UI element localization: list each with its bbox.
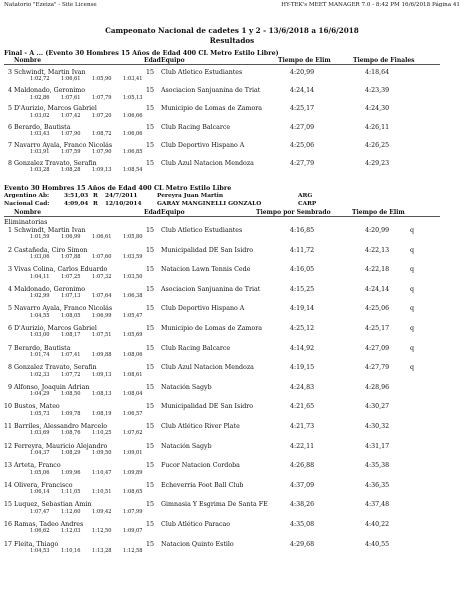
split-time: 1:10,47: [92, 469, 112, 476]
result-row: [0, 521, 464, 537]
result-time: 4:26,11: [365, 123, 390, 131]
swimmer-age: 15: [146, 87, 155, 95]
team-name: Club Atletico Estudiantes: [161, 69, 243, 76]
place-number: 9: [7, 383, 12, 391]
split-time: 1:02,33: [30, 371, 50, 378]
split-time: 1:03,02: [30, 112, 50, 119]
split-time: 1:06,85: [123, 149, 143, 156]
split-time: 1:02,99: [30, 293, 50, 300]
place-number: 13: [4, 462, 13, 470]
swimmer-age: 15: [146, 501, 155, 509]
result-time: 4:20,99: [365, 227, 390, 234]
team-name: Natación Sagyb: [161, 442, 212, 450]
split-time: 1:06,99: [61, 234, 81, 241]
swimmer-name: Berardo, Bautista: [14, 123, 71, 131]
result-row: [0, 124, 464, 140]
team-name: Club Azul Natacion Mendoza: [161, 160, 254, 167]
qualifier-mark: q: [410, 227, 415, 234]
seed-time: 4:25,06: [290, 141, 315, 149]
result-time: 4:22,13: [365, 246, 390, 254]
result-row: [0, 364, 464, 380]
swimmer-name: Schwindt, Martin Ivan: [14, 227, 86, 234]
split-time: 1:08,17: [61, 332, 81, 339]
team-name: Fucor Natacion Cordoba: [161, 462, 240, 470]
place-number: 8: [7, 364, 12, 372]
swimmer-age: 15: [146, 442, 155, 450]
results-title: Resultados: [209, 36, 255, 45]
place-number: 8: [7, 160, 12, 167]
place-number: 1: [7, 227, 12, 234]
team-name: Gimnasia Y Esgrima De Santa FE: [161, 501, 268, 509]
split-time: 1:03,00: [30, 332, 50, 339]
team-name: Municipio de Lomas de Zamora: [161, 325, 263, 332]
seed-time: 4:14,92: [290, 344, 315, 352]
result-time: 4:23,39: [365, 87, 390, 95]
swimmer-name: D'Aurizio, Marcos Gabriel: [14, 325, 97, 332]
split-time: 1:08,13: [92, 391, 112, 398]
seed-time: 4:16,85: [290, 227, 315, 234]
split-time: 1:06,61: [61, 76, 81, 83]
split-time: 1:09,13: [92, 167, 112, 174]
result-row: [0, 227, 464, 243]
split-time: 1:09,07: [123, 528, 143, 535]
place-number: 11: [4, 423, 13, 430]
record-label: Nacional Cad:: [4, 201, 50, 207]
swimmer-age: 15: [146, 481, 155, 489]
result-row: [0, 384, 464, 400]
split-time: 1:07,88: [61, 253, 81, 260]
seed-time: 4:25,17: [290, 105, 315, 113]
team-name: Club Atlético River Plate: [161, 423, 240, 430]
swimmer-age: 15: [146, 141, 155, 149]
result-time: 4:18,64: [365, 69, 390, 76]
swimmer-age: 15: [146, 105, 155, 113]
place-number: 5: [7, 105, 12, 113]
seed-time: 4:24,14: [290, 87, 315, 95]
col-tiempo-elim: Tiempo de Elim: [278, 57, 331, 64]
split-time: 1:07,51: [92, 332, 112, 339]
seed-time: 4:25,12: [290, 325, 315, 332]
swimmer-name: Arteta, Franco: [14, 462, 61, 470]
result-row: [0, 345, 464, 361]
split-time: 1:07,60: [92, 253, 112, 260]
team-name: Echeverria Foot Ball Club: [161, 481, 244, 489]
split-time: 1:09,89: [123, 469, 143, 476]
split-time: 1:07,79: [92, 94, 112, 101]
swimmer-name: Gonzalez Travato, Serafin: [14, 160, 97, 167]
result-time: 4:22,18: [365, 266, 390, 274]
team-name: Municipalidad DE San Isidro: [161, 403, 254, 411]
swimmer-age: 15: [146, 403, 155, 411]
swimmer-age: 15: [146, 325, 155, 332]
split-time: 1:08,19: [92, 410, 112, 417]
result-time: 4:30,27: [365, 403, 390, 411]
split-time: 1:12,50: [92, 528, 112, 535]
col-tiempo-sembrado: Tiempo por Sembrado: [256, 209, 331, 216]
result-row: [0, 305, 464, 321]
team-name: Club Deportivo Hispano A: [161, 141, 245, 149]
place-number: 15: [4, 501, 13, 509]
seed-time: 4:19,14: [290, 305, 315, 313]
split-time: 1:08,04: [123, 391, 143, 398]
split-time: 1:09,78: [61, 410, 81, 417]
split-time: 1:10,51: [92, 489, 112, 496]
place-number: 3: [7, 69, 12, 76]
split-time: 1:07,64: [92, 293, 112, 300]
swimmer-age: 15: [146, 123, 155, 131]
result-row: [0, 403, 464, 419]
swimmer-age: 15: [146, 160, 155, 167]
qualifier-mark: q: [410, 246, 415, 254]
split-time: 1:04,11: [30, 273, 50, 280]
split-time: 1:01,59: [30, 234, 50, 241]
result-row: [0, 87, 464, 103]
facility-license: Natatorio "Ezeiza" - Site License: [4, 2, 97, 8]
result-time: 4:25,17: [365, 325, 390, 332]
split-time: 1:13,28: [92, 547, 112, 554]
software-timestamp: HY-TEK's MEET MANAGER 7.0 - 8:42 PM 16/6/2018 Página 41: [281, 2, 460, 8]
event-heading: Evento 30 Hombres 15 Años de Edad 400 CL Metro Estilo Libre: [4, 184, 232, 192]
record-date: 12/10/2014: [105, 201, 142, 207]
split-time: 1:09,50: [92, 449, 112, 456]
split-time: 1:11,05: [61, 489, 81, 496]
qualifier-mark: q: [410, 344, 415, 352]
split-time: 1:12,03: [61, 528, 81, 535]
seed-time: 4:29,68: [290, 540, 315, 548]
col-equipo: Equipo: [161, 57, 185, 64]
split-time: 1:05,06: [30, 469, 50, 476]
record-time: 4:09,04: [64, 201, 89, 207]
place-number: 16: [4, 521, 13, 528]
swimmer-name: Gonzalez Travato, Serafin: [14, 364, 97, 372]
result-time: 4:24,30: [365, 105, 390, 113]
split-time: 1:05,80: [123, 234, 143, 241]
split-time: 1:04,55: [30, 312, 50, 319]
swimmer-age: 15: [146, 305, 155, 313]
split-time: 1:02,86: [30, 94, 50, 101]
seed-time: 4:15,25: [290, 285, 315, 293]
swimmer-age: 15: [146, 364, 155, 372]
split-time: 1:03,28: [30, 167, 50, 174]
split-time: 1:03,06: [30, 253, 50, 260]
split-time: 1:10,16: [61, 547, 81, 554]
place-number: 12: [4, 442, 13, 450]
result-row: [0, 286, 464, 302]
split-time: 1:07,90: [92, 149, 112, 156]
split-time: 1:08,65: [123, 489, 143, 496]
swimmer-age: 15: [146, 69, 155, 76]
split-time: 1:09,96: [61, 469, 81, 476]
swimmer-name: Luquez, Sebastian Amin: [14, 501, 92, 509]
place-number: 5: [7, 305, 12, 313]
result-row: [0, 247, 464, 263]
seed-time: 4:35,08: [290, 521, 315, 528]
split-time: 1:07,25: [61, 273, 81, 280]
swimmer-name: Ferreyra, Mauricio Alejandro: [14, 442, 108, 450]
place-number: 4: [7, 87, 12, 95]
team-name: Club Deportivo Hispano A: [161, 305, 245, 313]
team-name: Municipio de Lomas de Zamora: [161, 105, 263, 113]
record-flag: R: [93, 201, 98, 207]
record-club: CARP: [298, 201, 317, 207]
seed-time: 4:24,83: [290, 383, 315, 391]
split-time: 1:06,14: [30, 489, 50, 496]
split-time: 1:08,29: [61, 449, 81, 456]
subheading-eliminatorias: Eliminatorias: [4, 218, 48, 226]
result-time: 4:40,55: [365, 540, 390, 548]
seed-time: 4:22,11: [290, 442, 315, 450]
split-time: 1:06,66: [123, 112, 143, 119]
team-name: Club Azul Natacion Mendoza: [161, 364, 254, 372]
result-row: [0, 142, 464, 158]
split-time: 1:02,72: [30, 76, 50, 83]
result-time: 4:37,48: [365, 501, 390, 509]
split-time: 1:09,01: [123, 449, 143, 456]
swimmer-age: 15: [146, 521, 155, 528]
swimmer-age: 15: [146, 423, 155, 430]
result-row: [0, 462, 464, 478]
swimmer-name: Navarro Ayala, Franco Nicolás: [14, 305, 113, 313]
result-row: [0, 266, 464, 282]
swimmer-name: Schwindt, Martin Ivan: [14, 69, 86, 76]
split-time: 1:04,37: [30, 449, 50, 456]
team-name: Club Atlético Paracao: [161, 521, 231, 528]
record-holder: Pereyra Juan Martin: [157, 193, 224, 199]
swimmer-name: Barriles, Alessandro Marcelo: [14, 423, 108, 430]
place-number: 17: [4, 540, 13, 548]
team-name: Municipalidad DE San Isidro: [161, 246, 254, 254]
seed-time: 4:37,09: [290, 481, 315, 489]
result-row: [0, 423, 464, 439]
result-time: 4:40,22: [365, 521, 390, 528]
team-name: Club Racing Balcarce: [161, 123, 231, 131]
split-time: 1:06,62: [30, 528, 50, 535]
swimmer-name: Castañeda, Ciro Simon: [14, 246, 88, 254]
split-time: 1:04,29: [30, 391, 50, 398]
split-time: 1:03,50: [123, 273, 143, 280]
split-time: 1:09,88: [92, 351, 112, 358]
split-time: 1:07,20: [92, 112, 112, 119]
place-number: 3: [7, 266, 12, 274]
split-time: 1:06,38: [123, 293, 143, 300]
meet-title: Campeonato Nacional de cadetes 1 y 2 - 13/6/2018 a 16/6/2018: [105, 26, 359, 35]
team-name: Natacion Quinto Estilo: [161, 540, 234, 548]
split-time: 1:03,43: [30, 130, 50, 137]
split-time: 1:05,69: [123, 332, 143, 339]
split-time: 1:07,32: [92, 273, 112, 280]
col-tiempo-finales: Tiempo de Finales: [353, 57, 415, 64]
split-time: 1:07,61: [61, 94, 81, 101]
split-time: 1:05,90: [92, 76, 112, 83]
split-time: 1:09,13: [92, 371, 112, 378]
team-name: Club Atletico Estudiantes: [161, 227, 243, 234]
swimmer-age: 15: [146, 383, 155, 391]
split-time: 1:07,59: [61, 149, 81, 156]
result-time: 4:30,32: [365, 423, 390, 430]
qualifier-mark: q: [410, 305, 415, 313]
swimmer-age: 15: [146, 344, 155, 352]
split-time: 1:05,73: [30, 410, 50, 417]
swimmer-name: Berardo, Bautista: [14, 344, 71, 352]
swimmer-name: Olivera, Francisco: [14, 481, 73, 489]
split-time: 1:07,90: [61, 130, 81, 137]
split-time: 1:07,13: [61, 293, 81, 300]
split-time: 1:12,60: [61, 508, 81, 515]
split-time: 1:12,58: [123, 547, 143, 554]
record-time: 3:51,03: [64, 193, 89, 199]
swimmer-age: 15: [146, 540, 155, 548]
swimmer-name: Ramas, Tadeo Andres: [14, 521, 84, 528]
record-label: Argentino Ab:: [4, 193, 50, 199]
place-number: 6: [7, 123, 12, 131]
split-time: 1:05,13: [123, 94, 143, 101]
result-time: 4:31,17: [365, 442, 390, 450]
split-time: 1:08,05: [61, 312, 81, 319]
record-club: ARG: [298, 193, 313, 199]
seed-time: 4:21,73: [290, 423, 315, 430]
split-time: 1:06,99: [92, 312, 112, 319]
team-name: Club Racing Balcarce: [161, 344, 231, 352]
col-edad: Edad: [144, 57, 161, 64]
result-time: 4:25,06: [365, 305, 390, 313]
team-name: Natacion Lawn Tennis Cede: [161, 266, 251, 274]
place-number: 10: [4, 403, 13, 411]
swimmer-name: Navarro Ayala, Franco Nicolás: [14, 141, 113, 149]
split-time: 1:06,57: [123, 410, 143, 417]
result-time: 4:27,79: [365, 364, 390, 372]
split-time: 1:07,72: [61, 371, 81, 378]
split-time: 1:03,69: [30, 430, 50, 437]
result-time: 4:29,23: [365, 160, 390, 167]
team-name: Natación Sagyb: [161, 383, 212, 391]
record-holder: GARAY MANGINELLI GONZALO: [157, 201, 262, 207]
split-time: 1:07,99: [123, 508, 143, 515]
col-nombre: Nombre: [14, 57, 42, 64]
swimmer-age: 15: [146, 462, 155, 470]
qualifier-mark: q: [410, 285, 415, 293]
swimmer-age: 15: [146, 246, 155, 254]
place-number: 4: [7, 285, 12, 293]
result-row: [0, 69, 464, 85]
split-time: 1:07,47: [30, 508, 50, 515]
split-time: 1:07,42: [61, 112, 81, 119]
seed-time: 4:38,26: [290, 501, 315, 509]
swimmer-name: Maldonado, Geronimo: [14, 87, 86, 95]
swimmer-name: Bustos, Mateo: [14, 403, 60, 411]
seed-time: 4:26,88: [290, 462, 315, 470]
team-name: Asociacion Sanjuanina de Triat: [161, 285, 261, 293]
seed-time: 4:19,15: [290, 364, 315, 372]
seed-time: 4:27,79: [290, 160, 315, 167]
col-nombre: Nombre: [14, 209, 42, 216]
seed-time: 4:21,65: [290, 403, 315, 411]
place-number: 7: [7, 344, 12, 352]
header-rule: [4, 216, 440, 217]
split-time: 1:03,59: [123, 253, 143, 260]
split-time: 1:06,61: [92, 234, 112, 241]
result-time: 4:24,14: [365, 285, 390, 293]
result-time: 4:36,35: [365, 481, 390, 489]
swimmer-age: 15: [146, 227, 155, 234]
swimmer-name: Maldonado, Geronimo: [14, 285, 86, 293]
split-time: 1:08,28: [61, 167, 81, 174]
seed-time: 4:27,09: [290, 123, 315, 131]
qualifier-mark: q: [410, 325, 415, 332]
swimmer-name: D'Aurizio, Marcos Gabriel: [14, 105, 97, 113]
result-row: [0, 541, 464, 557]
place-number: 14: [4, 481, 13, 489]
split-time: 1:07,62: [123, 430, 143, 437]
split-time: 1:08,76: [61, 430, 81, 437]
swimmer-name: Fleita, Thiago: [14, 540, 59, 548]
split-time: 1:08,61: [123, 371, 143, 378]
split-time: 1:05,47: [123, 312, 143, 319]
result-row: [0, 105, 464, 121]
split-time: 1:03,91: [30, 149, 50, 156]
final-heading: Final - A ... (Evento 30 Hombres 15 Años de Edad 400 CL Metro Estilo Libre): [4, 49, 279, 57]
record-flag: R: [93, 193, 98, 199]
split-time: 1:10,25: [92, 430, 112, 437]
result-row: [0, 325, 464, 341]
seed-time: 4:20,99: [290, 69, 315, 76]
swimmer-name: Alfonso, Joaquin Adrian: [14, 383, 90, 391]
seed-time: 4:16,05: [290, 266, 315, 274]
col-edad: Edad: [144, 209, 161, 216]
swimmer-age: 15: [146, 285, 155, 293]
split-time: 1:04,53: [30, 547, 50, 554]
header-rule: [4, 64, 440, 65]
record-date: 24/7/2011: [105, 193, 138, 199]
result-row: [0, 443, 464, 459]
place-number: 2: [7, 246, 12, 254]
split-time: 1:09,42: [92, 508, 112, 515]
result-row: [0, 160, 464, 176]
place-number: 6: [7, 325, 12, 332]
col-tiempo-elim: Tiempo de Elim: [352, 209, 405, 216]
result-row: [0, 482, 464, 498]
qualifier-mark: q: [410, 364, 415, 372]
team-name: Asociacion Sanjuanina de Triat: [161, 87, 261, 95]
col-equipo: Equipo: [161, 209, 185, 216]
split-time: 1:08,72: [92, 130, 112, 137]
result-time: 4:35,38: [365, 462, 390, 470]
split-time: 1:06,06: [123, 130, 143, 137]
place-number: 7: [7, 141, 12, 149]
split-time: 1:08,54: [123, 167, 143, 174]
swimmer-name: Vivas Colina, Carlos Eduardo: [14, 266, 108, 274]
split-time: 1:08,50: [61, 391, 81, 398]
qualifier-mark: q: [410, 266, 415, 274]
result-time: 4:26,25: [365, 141, 390, 149]
result-time: 4:27,09: [365, 344, 390, 352]
swimmer-age: 15: [146, 266, 155, 274]
result-time: 4:28,96: [365, 383, 390, 391]
split-time: 1:03,41: [123, 76, 143, 83]
split-time: 1:08,06: [123, 351, 143, 358]
split-time: 1:01,74: [30, 351, 50, 358]
result-row: [0, 501, 464, 517]
split-time: 1:07,41: [61, 351, 81, 358]
seed-time: 4:11,72: [290, 246, 315, 254]
